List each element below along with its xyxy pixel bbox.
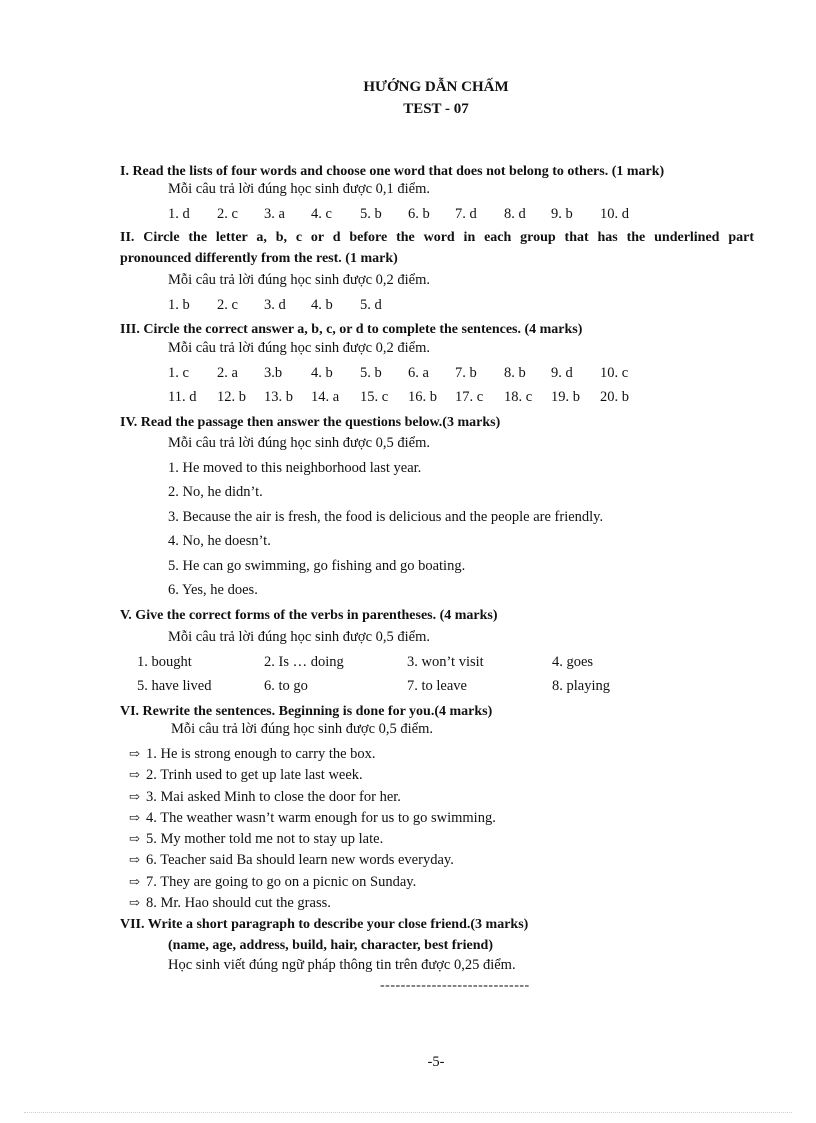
answer-text: 3. Mai asked Minh to close the door for her. <box>146 789 401 805</box>
answer: 7. b <box>455 365 477 381</box>
answer: 2. a <box>217 365 238 381</box>
answer: 2. Is … doing <box>264 654 344 670</box>
section-7-note: Học sinh viết đúng ngữ pháp thông tin trên được 0,25 điểm. <box>168 957 516 973</box>
arrow-right-icon: ⇨ <box>129 767 140 782</box>
answer: 1. c <box>168 365 189 381</box>
page-number: -5- <box>427 1054 445 1070</box>
answer: 20. b <box>600 389 629 405</box>
section-1-note: Mỗi câu trả lời đúng học sinh được 0,1 điểm. <box>168 181 430 197</box>
answer: 3. a <box>264 206 285 222</box>
answer: 3. Because the air is fresh, the food is delicious and the people are friendly. <box>168 509 604 525</box>
answer-line <box>129 852 454 869</box>
arrow-right-icon: ⇨ <box>129 831 140 846</box>
answer: 3.b <box>264 365 283 381</box>
answer-line <box>129 789 401 806</box>
section-2-heading-line1: II. Circle the letter a, b, c or d before the word in each group that has the underlined part <box>120 230 754 245</box>
section-3-heading: III. Circle the correct answer a, b, c, or d to complete the sentences. (4 marks) <box>120 322 583 337</box>
answer: 5. b <box>360 365 382 381</box>
separator-line: ----------------------------- <box>380 978 530 993</box>
answer-line <box>129 810 496 827</box>
section-1-heading: I. Read the lists of four words and choose one word that does not belong to others. (1 mark) <box>120 164 665 179</box>
answer-text: 8. Mr. Hao should cut the grass. <box>146 895 331 911</box>
answer-text: 5. My mother told me not to stay up late. <box>146 831 384 847</box>
section-4-heading: IV. Read the passage then answer the questions below.(3 marks) <box>120 415 501 430</box>
answer: 5. have lived <box>137 678 212 694</box>
answer: 2. c <box>217 297 238 313</box>
answer: 18. c <box>504 389 533 405</box>
answer-line <box>129 831 383 848</box>
answer: 14. a <box>311 389 340 405</box>
answer: 8. playing <box>552 678 610 694</box>
answer: 5. He can go swimming, go fishing and go boating. <box>168 558 466 574</box>
answer: 12. b <box>217 389 246 405</box>
answer: 1. d <box>168 206 190 222</box>
answer: 10. d <box>600 206 629 222</box>
section-4-note: Mỗi câu trả lời đúng học sinh được 0,5 điểm. <box>168 435 430 451</box>
page-bottom-border <box>24 1112 792 1113</box>
answer: 2. c <box>217 206 238 222</box>
answer: 4. b <box>311 365 333 381</box>
answer: 1. b <box>168 297 190 313</box>
answer: 5. b <box>360 206 382 222</box>
section-2-heading <box>120 227 760 269</box>
answer-line <box>129 746 376 763</box>
answer: 4. c <box>311 206 332 222</box>
answer: 8. b <box>504 365 526 381</box>
answer-text: 6. Teacher said Ba should learn new words everyday. <box>146 852 454 868</box>
answer: 8. d <box>504 206 526 222</box>
answer: 10. c <box>600 365 629 381</box>
answer: 13. b <box>264 389 293 405</box>
answer: 15. c <box>360 389 389 405</box>
answer: 5. d <box>360 297 382 313</box>
answer-line <box>129 767 363 784</box>
section-7-heading: VII. Write a short paragraph to describe your close friend.(3 marks) <box>120 917 529 932</box>
document-title: HƯỚNG DẪN CHẤM <box>363 79 509 95</box>
section-5-heading: V. Give the correct forms of the verbs in parentheses. (4 marks) <box>120 608 498 623</box>
arrow-right-icon: ⇨ <box>129 810 140 825</box>
arrow-right-icon: ⇨ <box>129 852 140 867</box>
answer-line <box>129 895 331 912</box>
answer: 4. goes <box>552 654 594 670</box>
answer: 9. b <box>551 206 573 222</box>
section-7-subheading: (name, age, address, build, hair, character, best friend) <box>168 938 493 953</box>
answer: 11. d <box>168 389 197 405</box>
answer: 6. a <box>408 365 429 381</box>
answer-text: 1. He is strong enough to carry the box. <box>146 746 376 762</box>
answer: 7. d <box>455 206 477 222</box>
answer: 7. to leave <box>407 678 467 694</box>
section-6-note: Mỗi câu trả lời đúng học sinh được 0,5 điểm. <box>171 721 433 737</box>
answer-text: 7. They are going to go on a picnic on Sunday. <box>146 874 417 890</box>
section-6-heading: VI. Rewrite the sentences. Beginning is done for you.(4 marks) <box>120 704 493 719</box>
answer: 6. Yes, he does. <box>168 582 258 598</box>
arrow-right-icon: ⇨ <box>129 874 140 889</box>
arrow-right-icon: ⇨ <box>129 895 140 910</box>
arrow-right-icon: ⇨ <box>129 789 140 804</box>
answer: 1. He moved to this neighborhood last year. <box>168 460 422 476</box>
answer-line <box>129 874 416 891</box>
answer: 17. c <box>455 389 484 405</box>
test-number: TEST - 07 <box>403 101 469 117</box>
answer: 6. to go <box>264 678 308 694</box>
answer: 16. b <box>408 389 437 405</box>
answer: 4. No, he doesn’t. <box>168 533 271 549</box>
answer: 1. bought <box>137 654 192 670</box>
answer-text: 4. The weather wasn’t warm enough for us to go swimming. <box>146 810 496 826</box>
arrow-right-icon: ⇨ <box>129 746 140 761</box>
answer-text: 2. Trinh used to get up late last week. <box>146 767 363 783</box>
section-5-note: Mỗi câu trả lời đúng học sinh được 0,5 điểm. <box>168 629 430 645</box>
section-2-note: Mỗi câu trả lời đúng học sinh được 0,2 điểm. <box>168 272 430 288</box>
answer: 3. d <box>264 297 286 313</box>
section-2-heading-line2: pronounced differently from the rest. (1 mark) <box>120 251 398 266</box>
answer: 9. d <box>551 365 573 381</box>
answer: 4. b <box>311 297 333 313</box>
answer: 3. won’t visit <box>407 654 484 670</box>
section-3-note: Mỗi câu trả lời đúng học sinh được 0,2 điểm. <box>168 340 430 356</box>
answer: 6. b <box>408 206 430 222</box>
answer: 19. b <box>551 389 580 405</box>
answer: 2. No, he didn’t. <box>168 484 263 500</box>
